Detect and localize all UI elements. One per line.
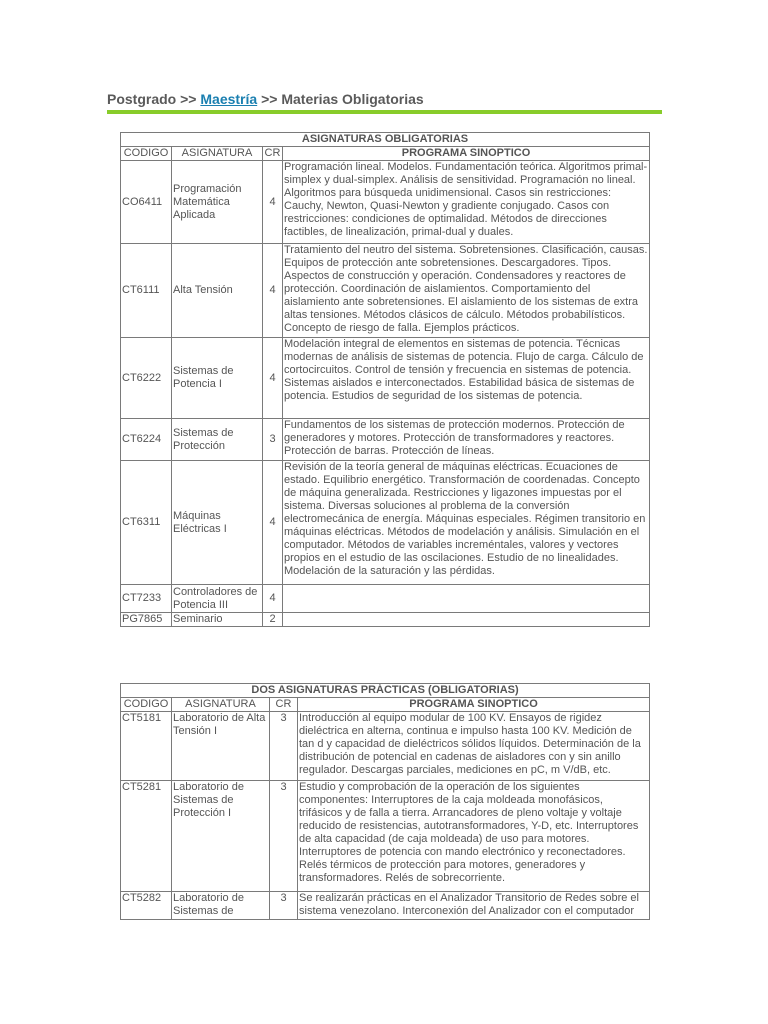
subject-code: CT6224: [121, 419, 172, 461]
subject-name: Laboratorio de Sistemas de: [172, 892, 270, 920]
subject-credits: 4: [263, 585, 283, 613]
subject-program: Programación lineal. Modelos. Fundamentación teórica. Algoritmos primal-simplex y dual-simplex. Análisis de sensitividad. Programación no lineal. Algoritmos para búsqueda unidimensional. Casos sin restricciones: Cauchy, Newton, Quasi-Newton y gradiente conjugado. Casos con restricciones: condiciones de optimalidad. Métodos de direcciones factibles, de linealización, primal-dual y duales.: [283, 161, 650, 244]
practical-subjects-table: [120, 683, 650, 920]
table-row: [121, 892, 650, 920]
subject-code: CT7233: [121, 585, 172, 613]
page-title: Materias Obligatorias: [281, 91, 424, 107]
breadcrumb-separator: >>: [176, 91, 201, 107]
table-header-row: [121, 147, 650, 161]
subject-code: CT5282: [121, 892, 172, 920]
column-header-code: CODIGO: [121, 147, 172, 161]
subject-credits: 4: [263, 161, 283, 244]
table-row: [121, 781, 650, 892]
subject-program: [283, 585, 650, 613]
subject-credits: 3: [270, 781, 298, 892]
subject-program: Tratamiento del neutro del sistema. Sobretensiones. Clasificación, causas. Equipos de protección ante sobretensiones. Descargadores. Tipos. Aspectos de construcción y operación. Condensadores y reactores de protección. Coordinación de aislamientos. Comportamiento del aislamiento ante sobretensiones. El aislamiento de los sistemas de extra altas tensiones. Métodos clásicos de cálculo. Métodos probabilísticos. Concepto de riesgo de falla. Ejemplos prácticos.: [283, 244, 650, 338]
subject-credits: 3: [270, 712, 298, 781]
table-row: [121, 461, 650, 585]
subject-credits: 3: [263, 419, 283, 461]
subject-code: CT6311: [121, 461, 172, 585]
table-row: [121, 613, 650, 627]
table-row: [121, 712, 650, 781]
subject-code: CT5281: [121, 781, 172, 892]
subject-code: CO6411: [121, 161, 172, 244]
table-row: [121, 244, 650, 338]
subject-program: Estudio y comprobación de la operación de los siguientes componentes: Interruptores de la caja moldeada monofásicos, trifásicos y de falla a tierra. Arrancadores de pleno voltaje y voltaje reducido de resistencias, autotransformadores, Y-D, etc. Interruptores de alta capacidad (de caja moldeada) de uso para motores. Interruptores de potencia con mando electrónico y reconectadores. Relés térmicos de protección para motores, generadores y transformadores. Relés de sobrecorriente.: [298, 781, 650, 892]
subject-credits: 4: [263, 461, 283, 585]
subject-code: CT6111: [121, 244, 172, 338]
subject-credits: 4: [263, 244, 283, 338]
required-subjects-table: [120, 132, 650, 627]
subject-credits: 2: [263, 613, 283, 627]
subject-code: CT5181: [121, 712, 172, 781]
table-row: [121, 419, 650, 461]
breadcrumb: [107, 89, 662, 109]
subject-program: Revisión de la teoría general de máquinas eléctricas. Ecuaciones de estado. Equilibrio energético. Transformación de coordenadas. Concepto de máquina generalizada. Restricciones y ligazones impuestas por el sistema. Diversas soluciones al problema de la conversión electromecánica de energía. Máquinas especiales. Régimen transitorio en máquinas eléctricas. Métodos de modelación y análisis. Simulación en el computador. Métodos de variables increméntales, valores y vectores propios en el estudio de las oscilaciones. Estudio de no linealidades. Modelación de la saturación y las pérdidas.: [283, 461, 650, 585]
breadcrumb-separator: >>: [257, 91, 282, 107]
breadcrumb-root: Postgrado: [107, 91, 177, 107]
table-title: DOS ASIGNATURAS PRÁCTICAS (OBLIGATORIAS): [121, 684, 650, 698]
table-row: [121, 585, 650, 613]
subject-name: Sistemas de Potencia I: [172, 338, 263, 419]
column-header-code: CODIGO: [121, 698, 172, 712]
column-header-program: PROGRAMA SINOPTICO: [283, 147, 650, 161]
column-header-cr: CR: [270, 698, 298, 712]
subject-program: [283, 613, 650, 627]
title-underline-rule: [107, 110, 662, 114]
subject-program: Modelación integral de elementos en sistemas de potencia. Técnicas modernas de análisis de sistemas de potencia. Flujo de carga. Cálculo de cortocircuitos. Control de tensión y frecuencia en sistemas de potencia. Sistemas aislados e interconectados. Estabilidad básica de sistemas de potencia. Estudios de seguridad de los sistemas de potencia.: [283, 338, 650, 419]
column-header-program: PROGRAMA SINOPTICO: [298, 698, 650, 712]
table-title: ASIGNATURAS OBLIGATORIAS: [121, 133, 650, 147]
column-header-subject: ASIGNATURA: [172, 147, 263, 161]
subject-credits: 4: [263, 338, 283, 419]
subject-credits: 3: [270, 892, 298, 920]
subject-name: Controladores de Potencia III: [172, 585, 263, 613]
subject-name: Alta Tensión: [172, 244, 263, 338]
subject-name: Laboratorio de Alta Tensión I: [172, 712, 270, 781]
table-header-row: [121, 698, 650, 712]
subject-name: Sistemas de Protección: [172, 419, 263, 461]
table-row: [121, 161, 650, 244]
subject-program: Fundamentos de los sistemas de protección modernos. Protección de generadores y motores. Protección de transformadores y reactores. Protección de barras. Protección de líneas.: [283, 419, 650, 461]
table-row: [121, 338, 650, 419]
subject-code: CT6222: [121, 338, 172, 419]
column-header-cr: CR: [263, 147, 283, 161]
subject-program: Se realizarán prácticas en el Analizador Transitorio de Redes sobre el sistema venezolano. Interconexión del Analizador con el computador: [298, 892, 650, 920]
subject-name: Máquinas Eléctricas I: [172, 461, 263, 585]
subject-code: PG7865: [121, 613, 172, 627]
subject-name: Seminario: [172, 613, 263, 627]
subject-name: Laboratorio de Sistemas de Protección I: [172, 781, 270, 892]
subject-name: Programación Matemática Aplicada: [172, 161, 263, 244]
column-header-subject: ASIGNATURA: [172, 698, 270, 712]
breadcrumb-link-maestria[interactable]: Maestría: [200, 91, 258, 107]
subject-program: Introducción al equipo modular de 100 KV. Ensayos de rigidez dieléctrica en alterna, continua e impulso hasta 100 KV. Medición de tan d y capacidad de dieléctricos sólidos líquidos. Determinación de la distribución de potencial en cadenas de aisladores con y sin anillo regulador. Descargas parciales, mediciones en pC, m V/dB, etc.: [298, 712, 650, 781]
